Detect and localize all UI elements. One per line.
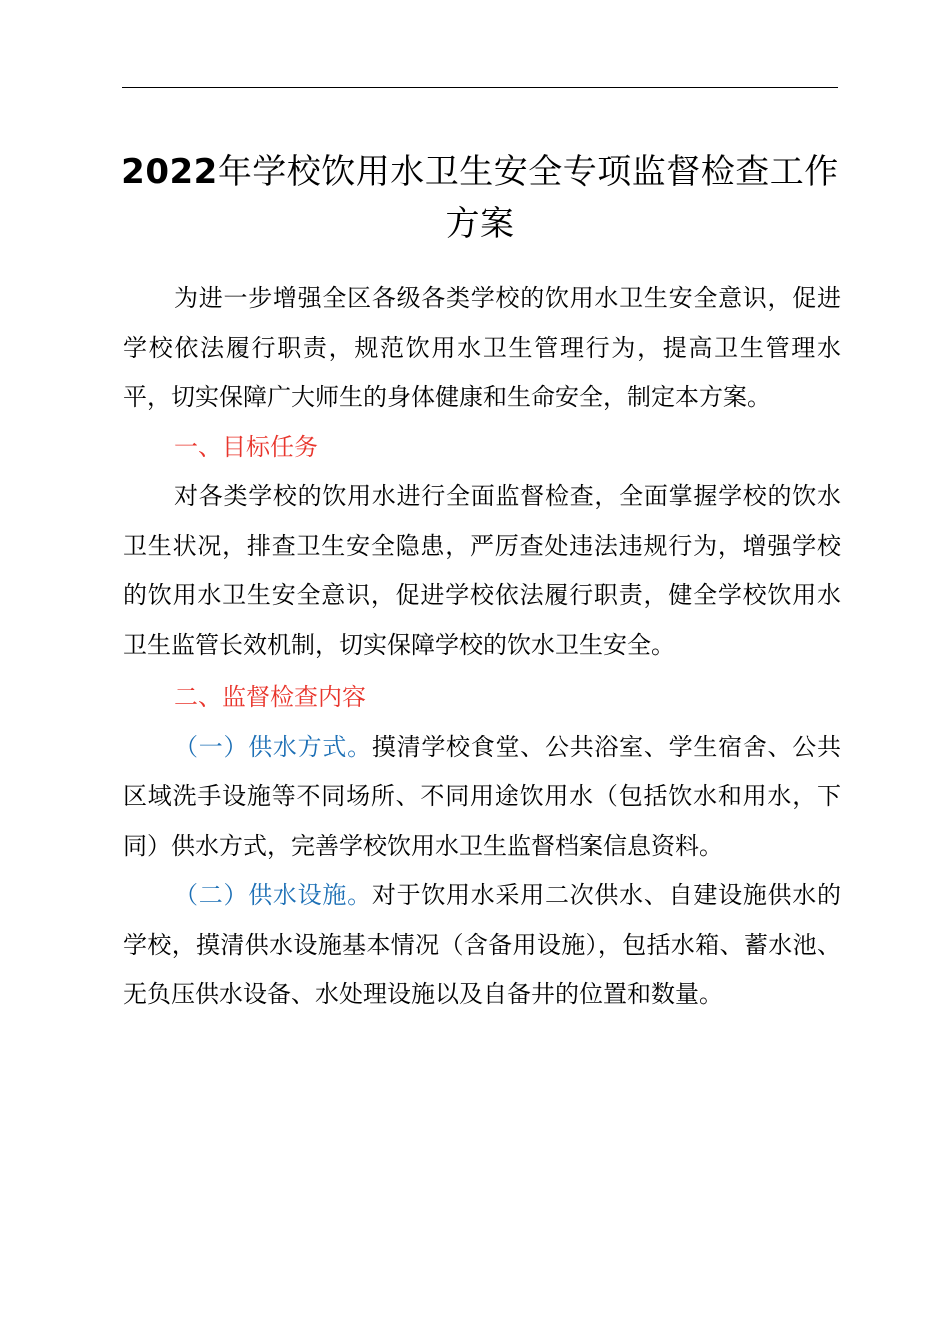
title-year: 2022 [121, 152, 218, 192]
item-label-water-supply-method: （一）供水方式。 [174, 732, 372, 761]
section-heading-goals: 一、目标任务 [174, 432, 318, 461]
section-heading-inspection: 二、监督检查内容 [174, 683, 366, 711]
item-text-water-supply-facilities: 对于饮用水采用二次供水、自建设施供水的学校，摸清供水设施基本情况（含备用设施），包括水箱、蓄水池、无负压供水设备、水处理设施以及自备井的位置和数量。 [123, 881, 842, 1008]
document-body [123, 274, 841, 1020]
document-title [110, 146, 850, 250]
title-text: 年学校饮用水卫生安全专项监督检查工作方案 [217, 152, 839, 244]
intro-paragraph: 为进一步增强全区各级各类学校的饮用水卫生安全意识，促进学校依法履行职责，规范饮用水卫生管理行为，提高卫生管理水平，切实保障广大师生的身体健康和生命安全，制定本方案。 [123, 284, 841, 411]
item-label-water-supply-facilities: （二）供水设施。 [174, 881, 372, 909]
item-text-water-supply-method: 摸清学校食堂、公共浴室、学生宿舍、公共区域洗手设施等不同场所、不同用途饮用水（包括饮水和用水，下同）供水方式，完善学校饮用水卫生监督档案信息资料。 [123, 732, 842, 860]
inspection-item [123, 871, 841, 1020]
goals-paragraph: 对各类学校的饮用水进行全面监督检查，全面掌握学校的饮水卫生状况，排查卫生安全隐患，严厉查处违法违规行为，增强学校的饮用水卫生安全意识，促进学校依法履行职责，健全学校饮用水卫生监管长效机制，切实保障学校的饮水卫生安全。 [123, 482, 841, 659]
header-rule [122, 87, 838, 88]
inspection-item [123, 723, 841, 872]
